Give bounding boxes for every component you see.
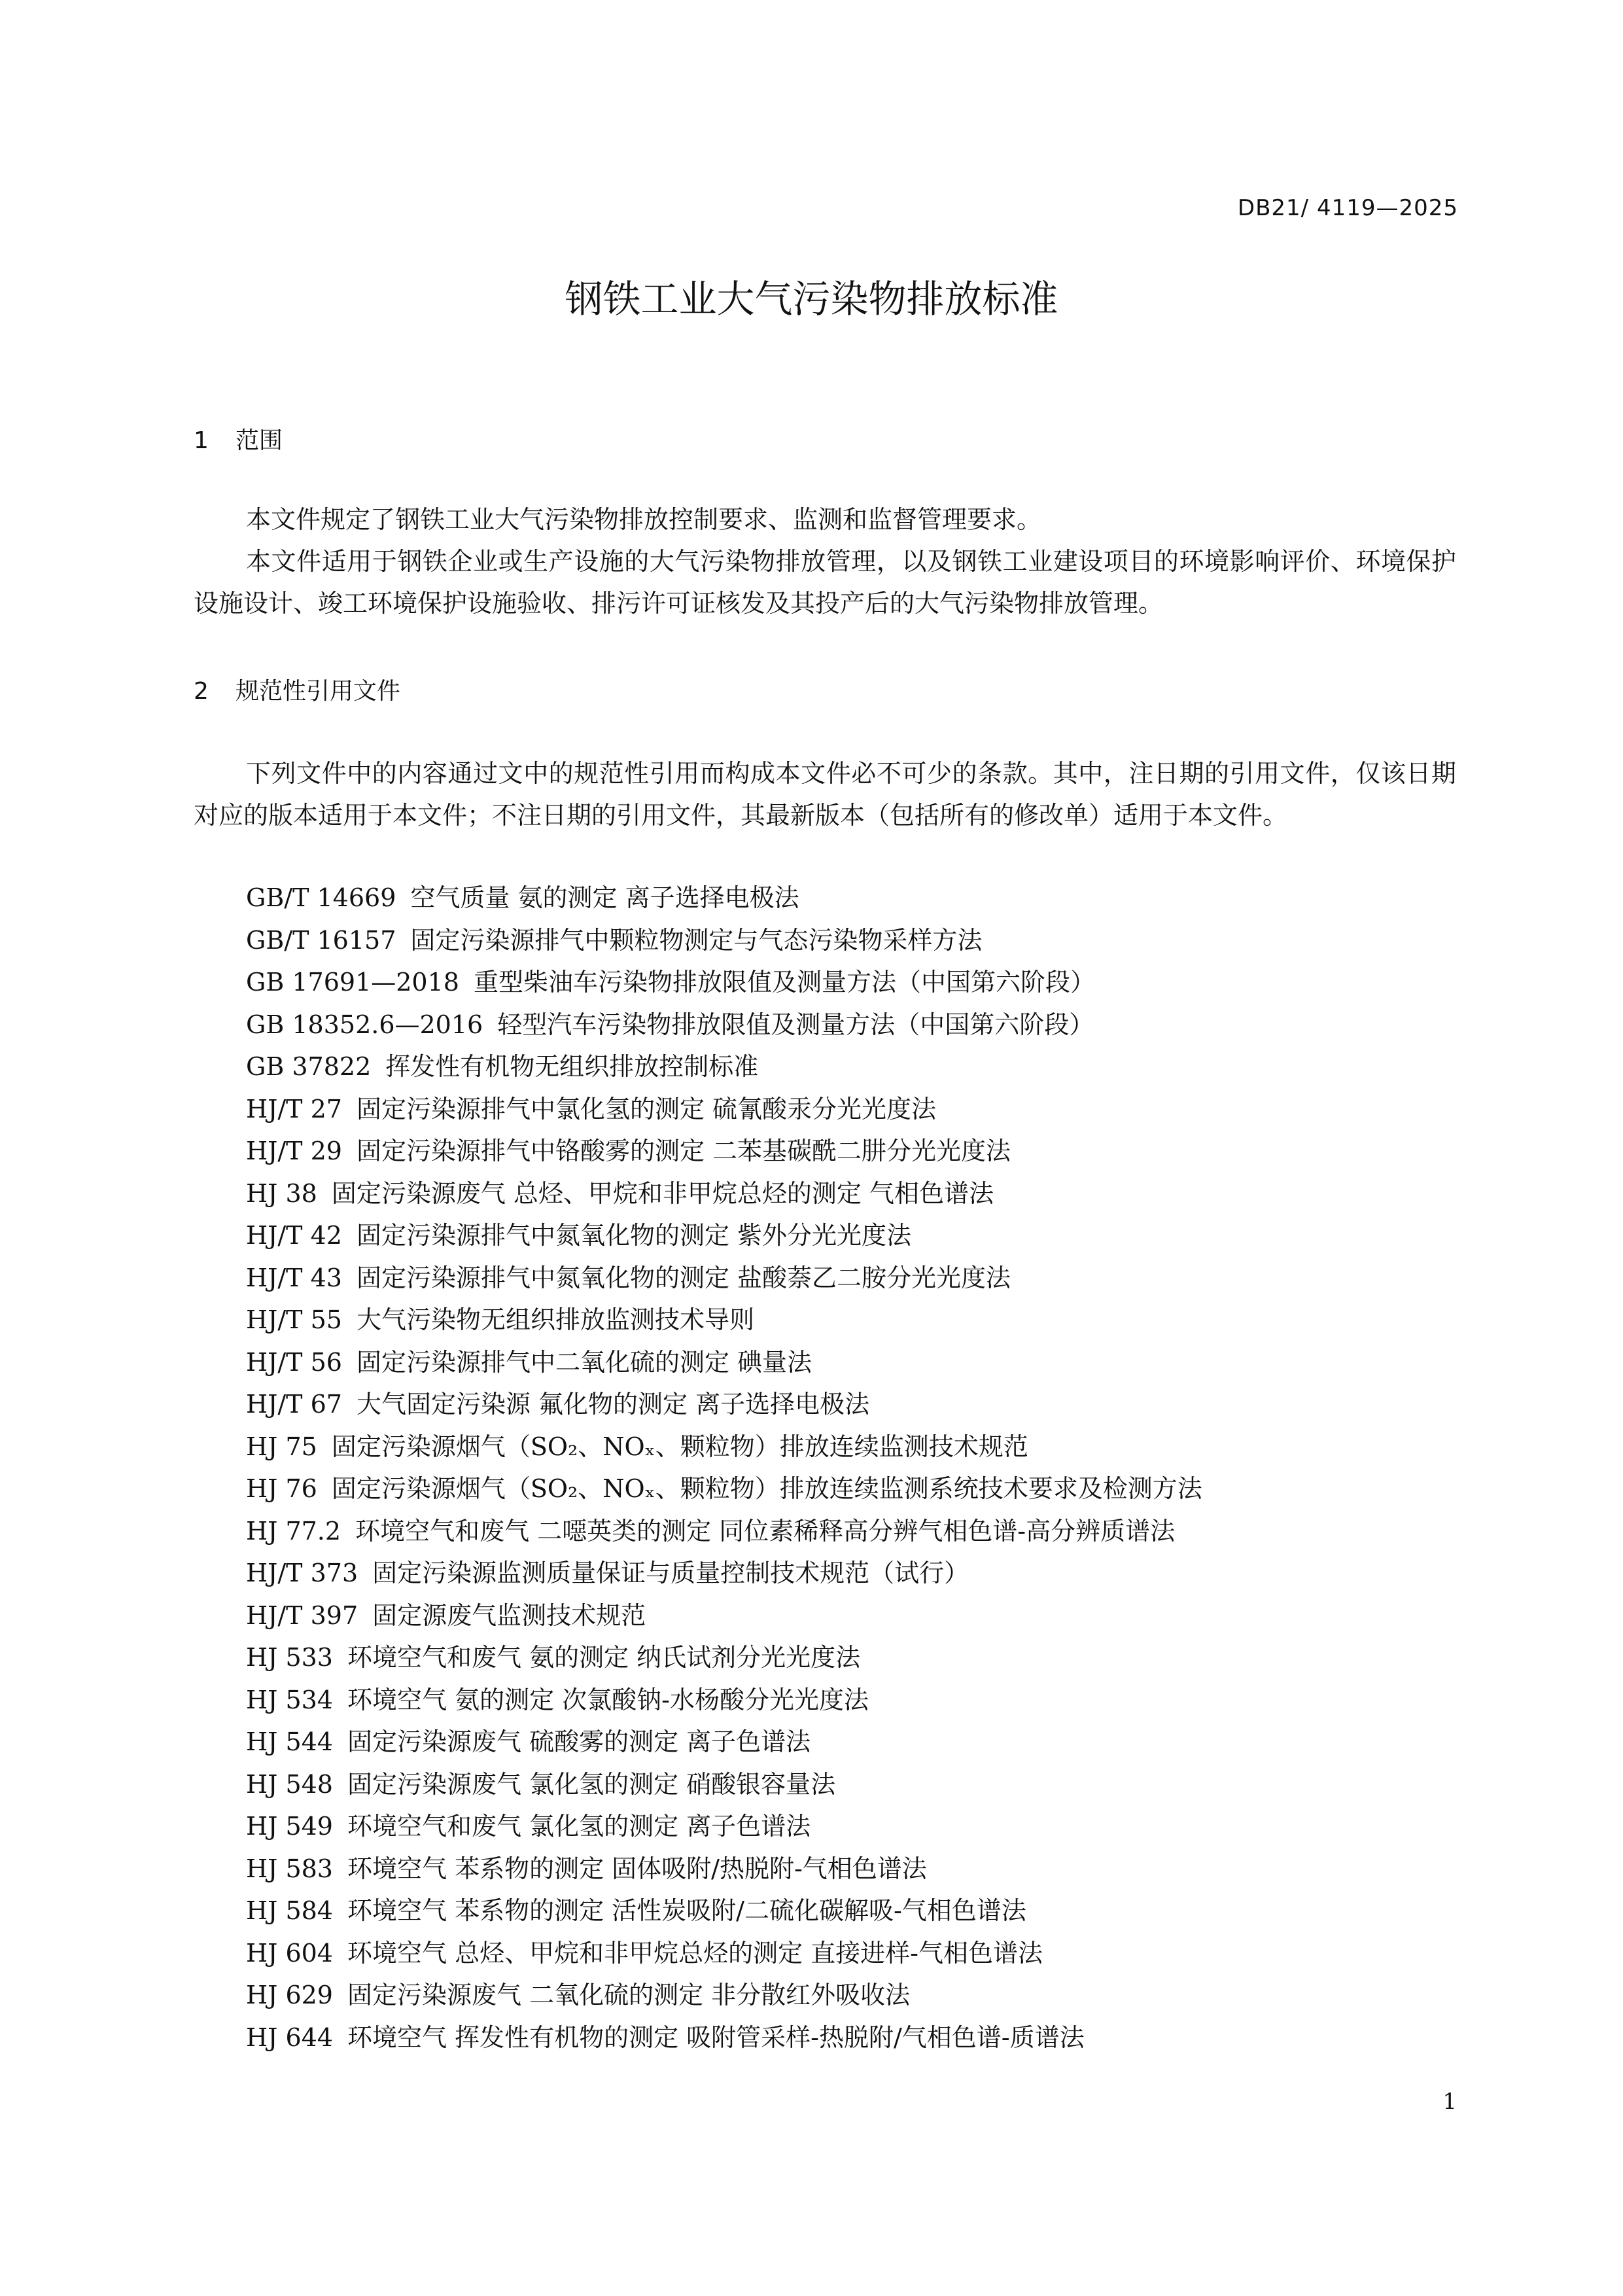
reference-code: HJ 629 (246, 1981, 333, 2009)
reference-code: HJ 548 (246, 1769, 333, 1799)
reference-item (246, 919, 1202, 962)
reference-title: 环境空气和废气 二噁英类的测定 同位素稀释高分辨气相色谱-高分辨质谱法 (355, 1516, 1176, 1545)
reference-item (246, 1932, 1202, 1975)
reference-title: 环境空气 总烃、甲烷和非甲烷总烃的测定 直接进样-气相色谱法 (347, 1938, 1043, 1968)
reference-title: 重型柴油车污染物排放限值及测量方法（中国第六阶段） (473, 968, 1095, 997)
reference-code: GB/T 14669 (246, 883, 396, 912)
reference-list (246, 877, 1202, 2058)
reference-title: 固定源废气监测技术规范 (372, 1600, 646, 1630)
reference-title: 固定污染源废气 硫酸雾的测定 离子色谱法 (347, 1727, 811, 1756)
reference-item (246, 1214, 1202, 1257)
reference-title: 固定污染源排气中氮氧化物的测定 盐酸萘乙二胺分光光度法 (356, 1263, 1011, 1292)
reference-item (246, 1552, 1202, 1595)
reference-item (246, 1426, 1202, 1468)
section-number: 2 (194, 678, 209, 705)
scope-paragraph: 本文件适用于钢铁企业或生产设施的大气污染物排放管理，以及钢铁工业建设项目的环境影响评价、环境保护设施设计、竣工环境保护设施验收、排污许可证核发及其投产后的大气污染物排放管理。 (194, 547, 1456, 618)
section-heading-scope (194, 422, 283, 455)
reference-item (246, 1468, 1202, 1510)
section-number: 1 (194, 427, 209, 454)
reference-title: 环境空气和废气 氨的测定 纳氏试剂分光光度法 (347, 1643, 861, 1672)
reference-title: 环境空气 挥发性有机物的测定 吸附管采样-热脱附/气相色谱-质谱法 (347, 2022, 1085, 2052)
reference-item (246, 1763, 1202, 1806)
reference-item (246, 1890, 1202, 1932)
reference-title: 环境空气 氨的测定 次氯酸钠-水杨酸分光光度法 (347, 1685, 869, 1714)
reference-code: HJ 604 (246, 1938, 333, 1968)
reference-code: HJ/T 67 (246, 1390, 342, 1419)
reference-code: GB 18352.6—2016 (246, 1010, 483, 1039)
reference-title: 环境空气和废气 氯化氢的测定 离子色谱法 (347, 1812, 811, 1841)
references-intro-paragraph: 下列文件中的内容通过文中的规范性引用而构成本文件必不可少的条款。其中，注日期的引用文件，仅该日期对应的版本适用于本文件；不注日期的引用文件，其最新版本（包括所有的修改单）适用于本文件。 (194, 759, 1456, 830)
reference-item (246, 1636, 1202, 1679)
page-number: 1 (1442, 2089, 1457, 2115)
reference-title: 大气污染物无组织排放监测技术导则 (356, 1305, 754, 1334)
reference-item (246, 1341, 1202, 1384)
reference-title: 固定污染源烟气（SO₂、NOₓ、颗粒物）排放连续监测系统技术要求及检测方法 (331, 1474, 1202, 1503)
reference-title: 固定污染源废气 二氧化硫的测定 非分散红外吸收法 (347, 1981, 911, 2009)
document-title: 钢铁工业大气污染物排放标准 (565, 277, 1058, 321)
reference-item (246, 961, 1202, 1004)
reference-item (246, 1848, 1202, 1890)
reference-code: HJ 76 (246, 1474, 317, 1503)
reference-code: HJ/T 55 (246, 1305, 342, 1334)
reference-title: 空气质量 氨的测定 离子选择电极法 (410, 883, 799, 912)
reference-item (246, 1173, 1202, 1215)
reference-code: HJ/T 29 (246, 1137, 342, 1165)
reference-code: HJ 584 (246, 1896, 333, 1925)
scope-paragraph: 本文件规定了钢铁工业大气污染物排放控制要求、监测和监督管理要求。 (246, 505, 1042, 534)
reference-code: HJ 38 (246, 1178, 317, 1208)
reference-item (246, 1721, 1202, 1763)
reference-item (246, 1046, 1202, 1088)
reference-title: 固定污染源监测质量保证与质量控制技术规范（试行） (372, 1559, 969, 1587)
reference-item (246, 877, 1202, 919)
reference-item (246, 1679, 1202, 1722)
reference-code: HJ 75 (246, 1432, 317, 1461)
reference-title: 固定污染源排气中氮氧化物的测定 紫外分光光度法 (356, 1221, 912, 1250)
reference-item (246, 1510, 1202, 1553)
reference-item (246, 1088, 1202, 1131)
reference-title: 轻型汽车污染物排放限值及测量方法（中国第六阶段） (497, 1010, 1094, 1039)
reference-code: HJ/T 42 (246, 1221, 342, 1250)
reference-item (246, 1595, 1202, 1637)
reference-code: HJ 533 (246, 1643, 333, 1672)
section-heading-normative-references (194, 673, 400, 706)
reference-title: 环境空气 苯系物的测定 固体吸附/热脱附-气相色谱法 (347, 1854, 927, 1883)
reference-item (246, 1130, 1202, 1173)
reference-item (246, 1805, 1202, 1848)
reference-title: 挥发性有机物无组织排放控制标准 (385, 1052, 759, 1081)
reference-item (246, 1383, 1202, 1426)
reference-title: 固定污染源排气中氯化氢的测定 硫氰酸汞分光光度法 (356, 1094, 937, 1123)
reference-code: HJ/T 56 (246, 1347, 342, 1377)
reference-title: 固定污染源排气中铬酸雾的测定 二苯基碳酰二肼分光光度法 (356, 1137, 1011, 1165)
document-code: DB21/ 4119—2025 (1237, 195, 1458, 221)
reference-code: HJ/T 397 (246, 1600, 358, 1630)
reference-code: GB/T 16157 (246, 925, 396, 955)
reference-code: HJ/T 373 (246, 1559, 358, 1587)
reference-title: 固定污染源排气中颗粒物测定与气态污染物采样方法 (410, 925, 983, 955)
reference-code: HJ 549 (246, 1812, 333, 1841)
reference-title: 固定污染源废气 总烃、甲烷和非甲烷总烃的测定 气相色谱法 (331, 1178, 994, 1208)
reference-item (246, 1004, 1202, 1046)
reference-title: 固定污染源排气中二氧化硫的测定 碘量法 (356, 1347, 812, 1377)
reference-code: HJ/T 43 (246, 1263, 342, 1292)
reference-item (246, 2017, 1202, 2059)
reference-code: HJ/T 27 (246, 1094, 342, 1123)
reference-code: GB 37822 (246, 1052, 372, 1081)
reference-code: GB 17691—2018 (246, 968, 459, 997)
section-title: 规范性引用文件 (236, 678, 401, 705)
reference-title: 固定污染源烟气（SO₂、NOₓ、颗粒物）排放连续监测技术规范 (331, 1432, 1028, 1461)
reference-title: 大气固定污染源 氟化物的测定 离子选择电极法 (356, 1390, 870, 1419)
section-title: 范围 (236, 427, 283, 454)
reference-code: HJ 534 (246, 1685, 333, 1714)
reference-title: 固定污染源废气 氯化氢的测定 硝酸银容量法 (347, 1769, 836, 1799)
reference-code: HJ 544 (246, 1727, 333, 1756)
reference-item (246, 1299, 1202, 1341)
reference-code: HJ 77.2 (246, 1516, 341, 1545)
reference-item (246, 1257, 1202, 1299)
reference-title: 环境空气 苯系物的测定 活性炭吸附/二硫化碳解吸-气相色谱法 (347, 1896, 1026, 1925)
reference-code: HJ 644 (246, 2022, 333, 2052)
reference-item (246, 1974, 1202, 2017)
reference-code: HJ 583 (246, 1854, 333, 1883)
